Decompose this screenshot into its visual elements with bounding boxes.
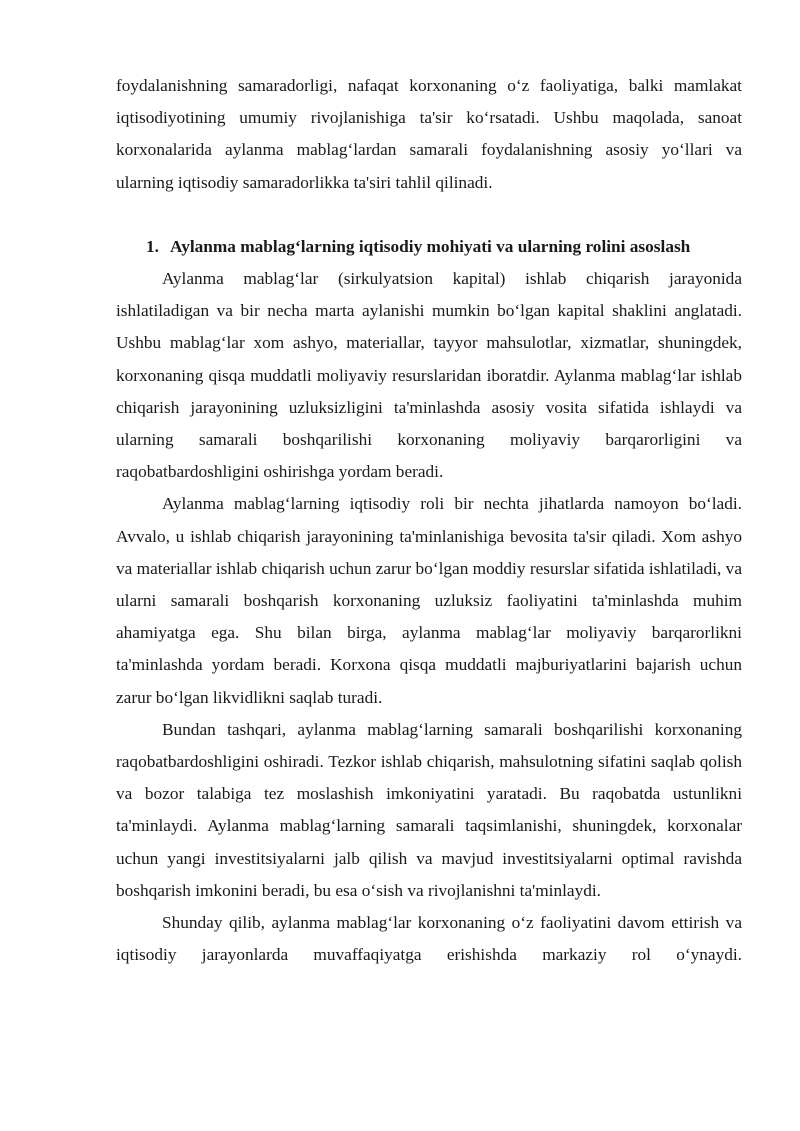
body-paragraph-1: Aylanma mablag‘lar (sirkulyatsion kapital) ishlab chiqarish jarayonida ishlatiladigan va bir necha marta aylanishi mumkin bo‘lgan kapital shaklini anglatadi. Ushbu mablag‘lar xom ashyo, materiallar, tayyor mahsulotlar, xizmatlar, shuningdek, korxonaning qisqa muddatli moliyaviy resurslaridan iboratdir. Aylanma mablag‘lar ishlab chiqarish jarayonining uzluksizligini ta'minlashda asosiy vosita sifatida ishlaydi va ularning samarali boshqarilishi korxonaning moliyaviy barqarorligini va raqobatbardoshligini oshirishga yordam beradi. <box>116 269 742 482</box>
intro-paragraph: foydalanishning samaradorligi, nafaqat korxonaning o‘z faoliyatiga, balki mamlakat iqtisodiyotining umumiy rivojlanishiga ta'sir ko‘rsatadi. Ushbu maqolada, sanoat korxonalarida aylanma mablag‘lardan samarali foydalanishning asosiy yo‘llari va ularning iqtisodiy samaradorlikka ta'siri tahlil qilinadi. <box>116 76 742 192</box>
section-number: 1. <box>146 236 159 256</box>
section-title: Aylanma mablag‘larning iqtisodiy mohiyati va ularning rolini asoslash <box>170 236 691 256</box>
section-heading <box>116 231 742 263</box>
body-paragraph-4: Shunday qilib, aylanma mablag‘lar korxonaning o‘z faoliyatini davom ettirish va iqtisodiy jarayonlarda muvaffaqiyatga erishishda markaziy rol o‘ynaydi. <box>116 913 742 965</box>
body-paragraph-2: Aylanma mablag‘larning iqtisodiy roli bir nechta jihatlarda namoyon bo‘ladi. Avvalo, u ishlab chiqarish jarayonining ta'minlanishiga bevosita ta'sir qiladi. Xom ashyo va materiallar ishlab chiqarish uchun zarur bo‘lgan moddiy resurslar sifatida ishlatiladi, va ularni samarali boshqarish korxonaning uzluksiz faoliyatini ta'minlashda muhim ahamiyatga ega. Shu bilan birga, aylanma mablag‘lar moliyaviy barqarorlikni ta'minlashda yordam beradi. Korxona qisqa muddatli majburiyatlarini bajarish uchun zarur bo‘lgan likvidlikni saqlab turadi. <box>116 494 742 707</box>
document-page <box>116 70 742 971</box>
body-paragraph-3: Bundan tashqari, aylanma mablag‘larning samarali boshqarilishi korxonaning raqobatbardoshligini oshiradi. Tezkor ishlab chiqarish, mahsulotning sifatini saqlab qolish va bozor talabiga tez moslashish imkoniyatini yaratadi. Bu raqobatda ustunlikni ta'minlaydi. Aylanma mablag‘larning samarali taqsimlanishi, shuningdek, korxonalar uchun yangi investitsiyalarni jalb qilish va mavjud investitsiyalarni optimal ravishda boshqarish imkonini beradi, bu esa o‘sish va rivojlanishni ta'minlaydi. <box>116 719 742 900</box>
